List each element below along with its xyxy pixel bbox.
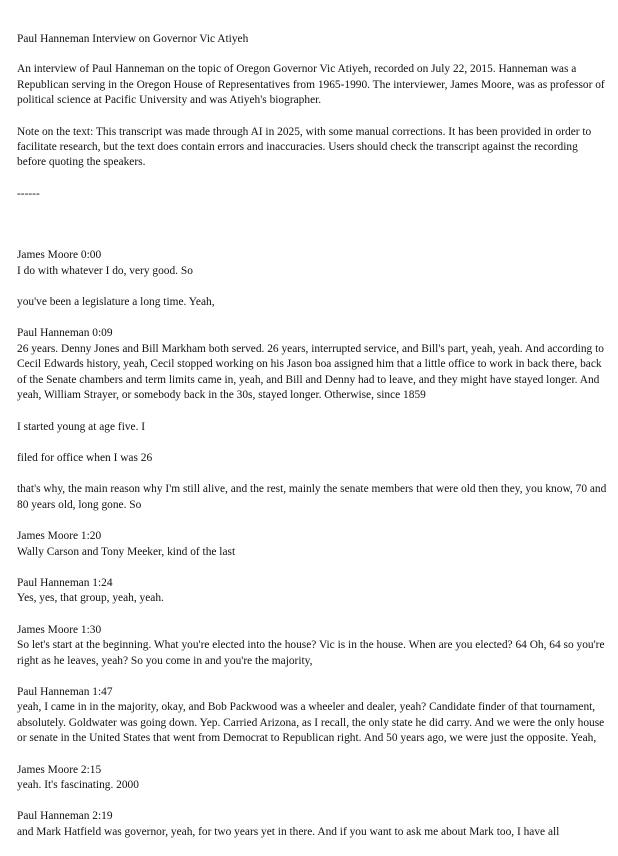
transcript-turn — [17, 763, 609, 794]
turn-text: and Mark Hatfield was governor, yeah, for two years yet in there. And if you want to ask me about Mark too, I have all — [17, 825, 560, 838]
speaker-label: James Moore 1:20 — [17, 530, 102, 543]
transcript-turn — [17, 248, 609, 279]
speaker-label: Paul Hanneman 1:47 — [17, 685, 113, 698]
turn-text: Wally Carson and Tony Meeker, kind of the last — [17, 545, 236, 558]
turn-text: yeah. It's fascinating. 2000 — [17, 779, 139, 791]
turn-text: that's why, the main reason why I'm still alive, and the rest, mainly the senate members that were old then they, you know, 70 and 80 years old, long gone. So — [17, 483, 607, 511]
note-paragraph: Note on the text: This transcript was made through AI in 2025, with some manual corrections. It has been provided in order to facilitate research, but the text does contain errors and inaccuracies. Users should check the transcript against the recording before quoting the speakers. — [17, 125, 592, 169]
turn-text: I do with whatever I do, very good. So — [17, 264, 193, 277]
transcript-turn — [17, 420, 609, 435]
turn-text: 26 years. Denny Jones and Bill Markham both served. 26 years, interrupted service, and Bill's part, yeah, yeah. And according to Cecil Edwards history, yeah, Cecil stopped working on his Jason boa assigned him that a little office to work in back there, back of the Senate chambers and term limits came in, yeah, and Bill and Denny had to leave, and they might have stayed longer. And yeah, William Strayer, or somebody back in the 30s, stayed longer. Otherwise, since 1859 — [17, 342, 604, 402]
transcript-turn — [17, 529, 609, 560]
intro-paragraph: An interview of Paul Hanneman on the topic of Oregon Governor Vic Atiyeh, recorded on July 22, 2015. Hanneman was a Republican serving in the Oregon House of Representatives from 1965-1990. The interviewer, James Moore, was as professor of political science at Pacific University and was Atiyeh's biographer. — [17, 63, 605, 107]
turn-text: Yes, yes, that group, yeah, yeah. — [17, 592, 164, 605]
transcript-turn — [17, 295, 609, 310]
speaker-label: James Moore 1:30 — [17, 623, 102, 636]
speaker-label: Paul Hanneman 0:09 — [17, 327, 113, 340]
turn-text: you've been a legislature a long time. Yeah, — [17, 296, 215, 309]
turn-text: So let's start at the beginning. What you're elected into the house? Vic is in the house. When are you elected? 64 Oh, 64 so you're right as he leaves, yeah? So you come in and you're the majority, — [17, 639, 605, 667]
transcript-turn — [17, 576, 609, 607]
turn-text: filed for office when I was 26 — [17, 451, 153, 464]
speaker-label: James Moore 2:15 — [17, 763, 102, 776]
speaker-label: Paul Hanneman 2:19 — [17, 810, 113, 823]
speaker-label: James Moore 0:00 — [17, 249, 102, 262]
transcript-turn — [17, 685, 609, 747]
turn-text: I started young at age five. I — [17, 420, 146, 433]
transcript-page — [17, 32, 609, 856]
transcript-turn — [17, 623, 609, 669]
transcript-turn — [17, 326, 609, 403]
turn-text: yeah, I came in in the majority, okay, and Bob Packwood was a wheeler and dealer, yeah? Candidate finder of that tournament, absolutely. Goldwater was going down. Yep. Carried Arizona, as I recall, the only state he did carry. And we were the only house or senate in the United States that went from Democrat to Republican right. And 50 years ago, we were just the opposite. Yeah, — [17, 701, 605, 745]
document-title: Paul Hanneman Interview on Governor Vic Atiyeh — [17, 33, 249, 45]
transcript-turn — [17, 482, 609, 513]
transcript-turn — [17, 809, 609, 840]
separator-line: ------ — [17, 187, 40, 200]
speaker-label: Paul Hanneman 1:24 — [17, 576, 113, 589]
transcript-turn — [17, 451, 609, 466]
